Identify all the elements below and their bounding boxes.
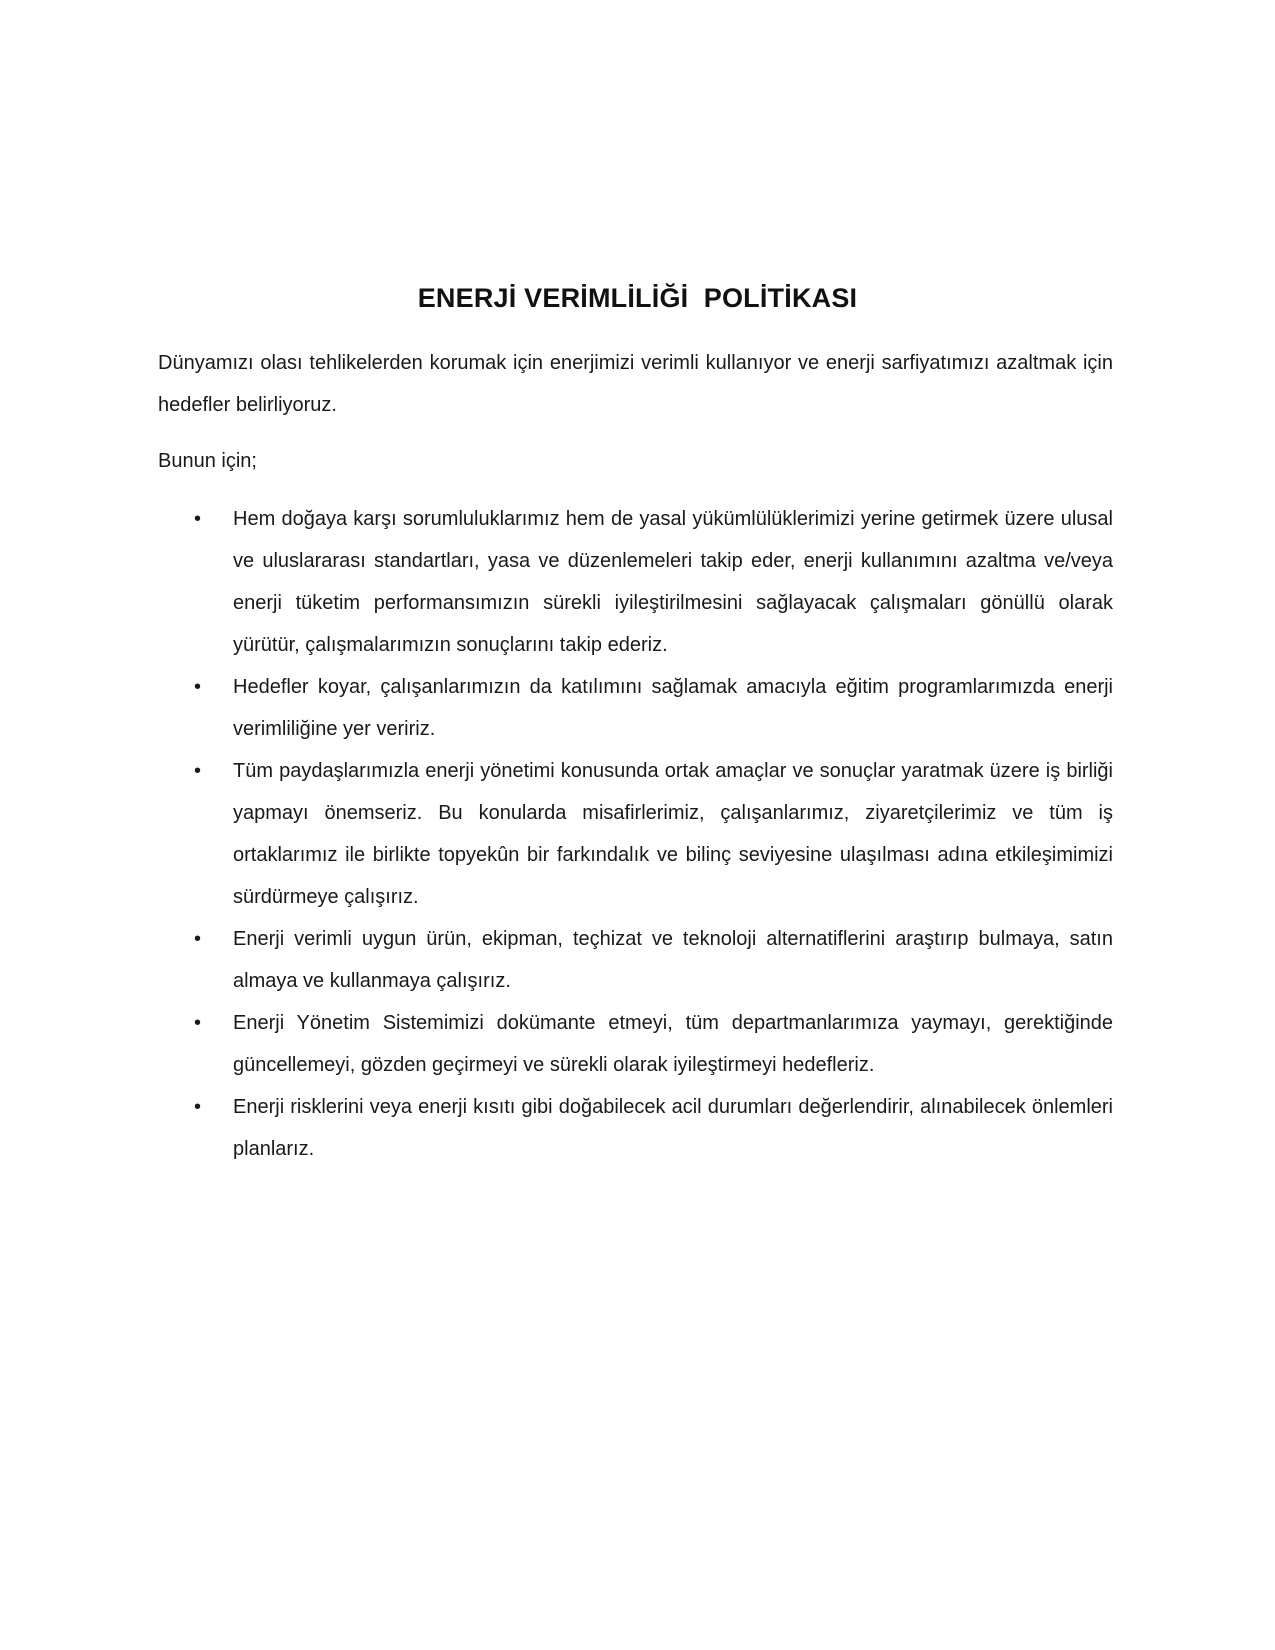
list-item [158, 666, 1113, 750]
policy-list [158, 498, 1113, 1170]
bullet-icon: • [194, 676, 202, 698]
list-item-text: Enerji Yönetim Sistemimizi dokümante etmeyi, tüm departmanlarımıza yaymayı, gerektiğinde güncellemeyi, gözden geçirmeyi ve sürekli olarak iyileştirmeyi hedefleriz. [233, 1012, 1113, 1076]
list-item [158, 750, 1113, 918]
lead-text: Bunun için; [158, 450, 257, 472]
list-item-text: Tüm paydaşlarımızla enerji yönetimi konusunda ortak amaçlar ve sonuçlar yaratmak üzere iş birliği yapmayı önemseriz. Bu konularda misafirlerimiz, çalışanlarımız, ziyaretçilerimiz ve tüm iş ortaklarımız ile birlikte topyekûn bir farkındalık ve bilinç seviyesine ulaşılması adına etkileşimimizi sürdürmeye çalışırız. [233, 760, 1113, 908]
list-item-text: Hem doğaya karşı sorumluluklarımız hem de yasal yükümlülüklerimizi yerine getirmek üzere ulusal ve uluslararası standartları, yasa ve düzenlemeleri takip eder, enerji kullanımını azaltma ve/veya enerji tüketim performansımızın sürekli iyileştirilmesini sağlayacak çalışmaları gönüllü olarak yürütür, çalışmalarımızın sonuçlarını takip ederiz. [233, 508, 1113, 656]
bullet-icon: • [194, 928, 202, 950]
list-item [158, 498, 1113, 666]
list-item [158, 1086, 1113, 1170]
document-body [158, 342, 1113, 1170]
list-item-text: Hedefler koyar, çalışanlarımızın da katılımını sağlamak amacıyla eğitim programlarımızda enerji verimliliğine yer veririz. [233, 676, 1113, 740]
list-item [158, 918, 1113, 1002]
document-title: ENERJİ VERİMLİLİĞİ POLİTİKASI [417, 283, 858, 313]
bullet-icon: • [194, 1096, 202, 1118]
bullet-icon: • [194, 760, 202, 782]
intro-paragraph: Dünyamızı olası tehlikelerden korumak için enerjimizi verimli kullanıyor ve enerji sarfiyatımızı azaltmak için hedefler belirliyoruz. [158, 352, 1113, 416]
bullet-icon: • [194, 508, 202, 530]
list-item-text: Enerji risklerini veya enerji kısıtı gibi doğabilecek acil durumları değerlendirir, alınabilecek önlemleri planlarız. [233, 1096, 1113, 1160]
bullet-icon: • [194, 1012, 202, 1034]
list-item-text: Enerji verimli uygun ürün, ekipman, teçhizat ve teknoloji alternatiflerini araştırıp bulmaya, satın almaya ve kullanmaya çalışırız. [233, 928, 1113, 992]
list-item [158, 1002, 1113, 1086]
